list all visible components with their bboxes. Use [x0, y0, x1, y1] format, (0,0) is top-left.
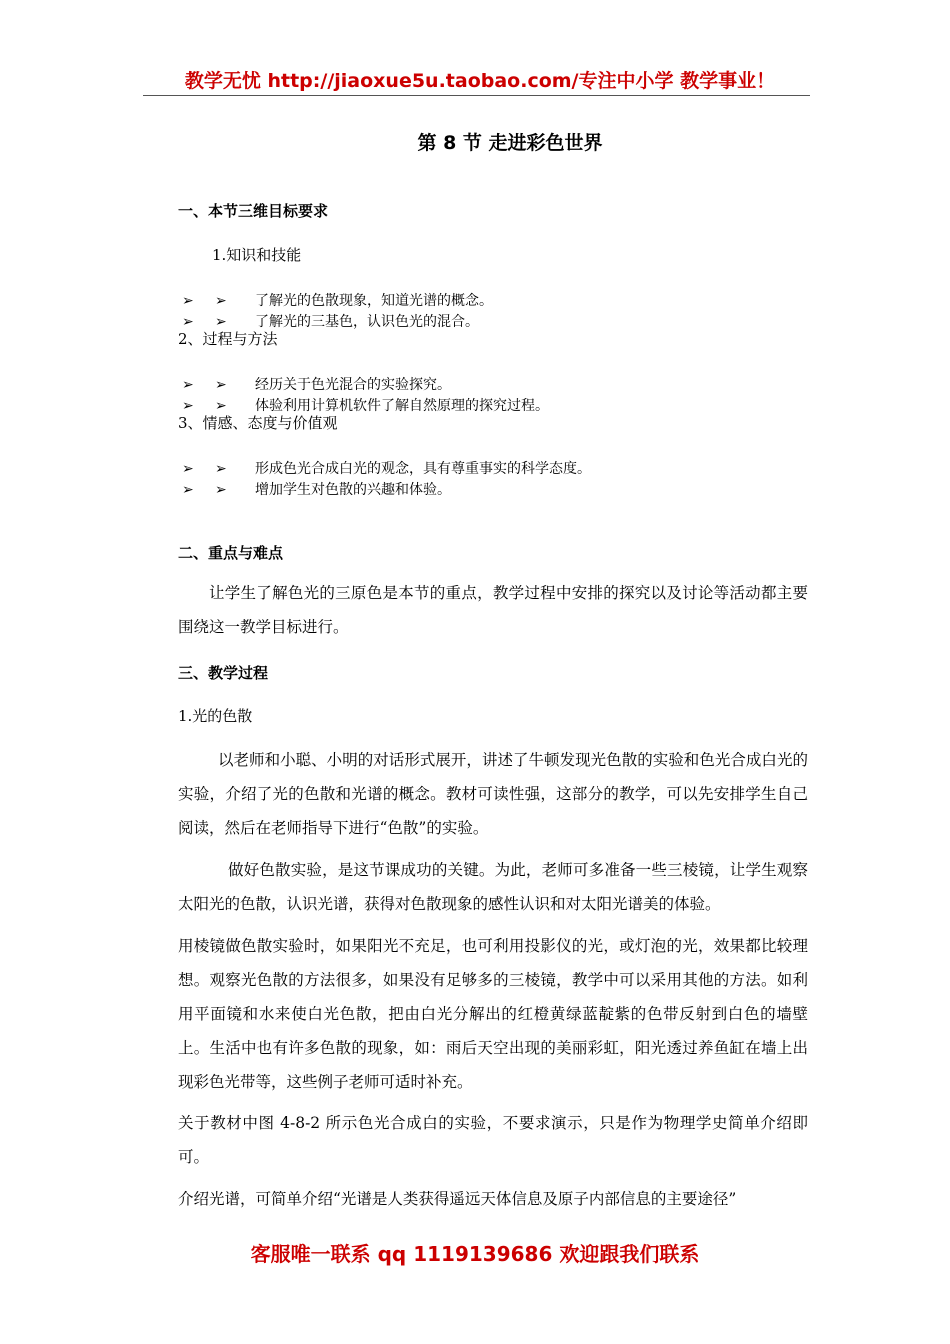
- bullet-arrow-icon: ➢: [182, 482, 194, 498]
- bullet-arrow-icon: ➢: [215, 314, 227, 330]
- bullet-arrow-icon: ➢: [182, 461, 194, 477]
- section-heading-process: 三、教学过程: [178, 664, 269, 682]
- subheading-knowledge: 1.知识和技能: [212, 246, 302, 264]
- bullet-arrow-icon: ➢: [215, 461, 227, 477]
- list-item: [182, 374, 451, 394]
- section-heading-key-points: 二、重点与难点: [178, 544, 284, 562]
- paragraph: 用棱镜做色散实验时，如果阳光不充足，也可利用投影仪的光，或灯泡的光，效果都比较理想。观察光色散的方法很多，如果没有足够多的三棱镜，教学中可以采用其他的方法。如利用平面镜和水来使白光色散，把由白光分解出的红橙黄绿蓝靛紫的色带反射到白色的墙壁上。生活中也有许多色散的现象，如：雨后天空出现的美丽彩虹，阳光透过养鱼缸在墙上出现彩色光带等，这些例子老师可适时补充。: [178, 937, 808, 1091]
- bullet-arrow-icon: ➢: [182, 293, 194, 309]
- list-item-text: 增加学生对色散的兴趣和体验。: [255, 482, 451, 498]
- list-item-text: 了解光的三基色，认识色光的混合。: [255, 314, 479, 330]
- list-item-text: 体验利用计算机软件了解自然原理的探究过程。: [255, 398, 549, 414]
- bullet-arrow-icon: ➢: [182, 398, 194, 414]
- list-item: [182, 290, 493, 310]
- bullet-arrow-icon: ➢: [215, 293, 227, 309]
- list-item-text: 了解光的色散现象，知道光谱的概念。: [255, 293, 493, 309]
- bullet-arrow-icon: ➢: [215, 398, 227, 414]
- header-rule: [143, 95, 810, 96]
- paragraph: 以老师和小聪、小明的对话形式展开，讲述了牛顿发现光色散的实验和色光合成白光的实验，介绍了光的色散和光谱的概念。教材可读性强，这部分的教学，可以先安排学生自己阅读，然后在老师指导下进行“色散”的实验。: [178, 751, 808, 837]
- header-banner: 教学无忧 http://jiaoxue5u.taobao.com/专注中小学 教学事业！: [184, 70, 776, 92]
- paragraph: 介绍光谱，可简单介绍“光谱是人类获得遥远天体信息及原子内部信息的主要途径”: [178, 1190, 737, 1208]
- footer-contact: 客服唯一联系 qq 1119139686 欢迎跟我们联系: [250, 1242, 700, 1266]
- list-item: [182, 479, 451, 499]
- paragraph-key-points: 让学生了解色光的三原色是本节的重点，教学过程中安排的探究以及讨论等活动都主要围绕这一教学目标进行。: [178, 584, 808, 636]
- bullet-arrow-icon: ➢: [182, 377, 194, 393]
- section-heading-goals: 一、本节三维目标要求: [178, 202, 329, 220]
- bullet-arrow-icon: ➢: [182, 314, 194, 330]
- paragraph: 做好色散实验，是这节课成功的关键。为此，老师可多准备一些三棱镜，让学生观察太阳光的色散，认识光谱，获得对色散现象的感性认识和对太阳光谱美的体验。: [178, 861, 808, 913]
- subheading-process: 2、过程与方法: [178, 330, 278, 348]
- list-item: [182, 458, 591, 478]
- bullet-arrow-icon: ➢: [215, 377, 227, 393]
- paragraph: 关于教材中图 4-8-2 所示色光合成白的实验，不要求演示，只是作为物理学史简单介绍即可。: [178, 1114, 808, 1166]
- list-item-text: 经历关于色光混合的实验探究。: [255, 377, 451, 393]
- subheading-dispersion: 1.光的色散: [178, 707, 253, 725]
- page-title: 第 8 节 走进彩色世界: [417, 132, 603, 154]
- list-item-text: 形成色光合成白光的观念，具有尊重事实的科学态度。: [255, 461, 591, 477]
- subheading-attitude: 3、情感、态度与价值观: [178, 414, 338, 432]
- bullet-arrow-icon: ➢: [215, 482, 227, 498]
